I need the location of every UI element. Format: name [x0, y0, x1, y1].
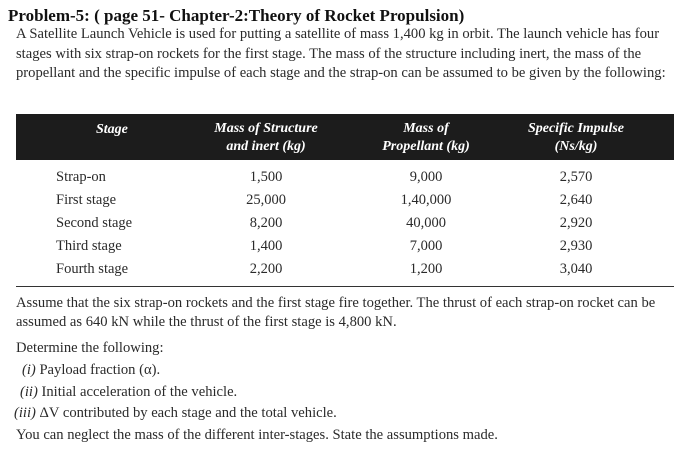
question-item-3 — [14, 404, 337, 423]
table-row — [16, 189, 674, 212]
header-structure-mass: Mass of Structure and inert (kg) — [214, 121, 318, 154]
header-specific-impulse: Specific Impulse (Ns/kg) — [527, 121, 625, 154]
header-stage: Stage — [96, 122, 128, 137]
cell-structure: 1,400 — [249, 238, 283, 254]
cell-impulse: 2,570 — [559, 169, 593, 185]
cell-propellant: 7,000 — [409, 238, 443, 254]
question-item-1 — [22, 361, 160, 380]
cell-stage: First stage — [56, 192, 117, 208]
cell-stage: Second stage — [56, 215, 133, 231]
cell-impulse: 2,930 — [559, 238, 593, 254]
cell-stage: Strap-on — [56, 169, 106, 185]
table-row — [16, 212, 674, 235]
cell-structure: 1,500 — [249, 169, 283, 185]
item-text: ΔV contributed by each stage and the total vehicle. — [39, 405, 337, 421]
cell-propellant: 40,000 — [406, 215, 446, 231]
table-header — [16, 114, 674, 160]
assumption-paragraph: Assume that the six strap-on rockets and the first stage fire together. The thrust of each strap-on rocket can be assumed as 640 kN while the thrust of the first stage is 4,800 kN. — [16, 295, 656, 330]
item-number: (i) — [22, 362, 36, 378]
cell-propellant: 1,200 — [409, 261, 443, 277]
cell-propellant: 9,000 — [409, 169, 443, 185]
problem-title: Problem-5: ( page 51- Chapter-2:Theory of Rocket Propulsion) — [8, 6, 465, 25]
cell-stage: Fourth stage — [56, 261, 129, 277]
item-number: (ii) — [20, 384, 38, 400]
item-number: (iii) — [14, 405, 36, 421]
problem-intro: A Satellite Launch Vehicle is used for putting a satellite of mass 1,400 kg in orbit. The launch vehicle has four stages with six strap-on rockets for the first stage. The mass of the structure including inert, the mass of the propellant and the specific impulse of each stage and the strap-on can be assumed to be given by the following: — [16, 26, 666, 81]
header-propellant-mass: Mass of Propellant (kg) — [382, 121, 470, 154]
cell-impulse: 2,920 — [559, 215, 593, 231]
cell-impulse: 2,640 — [559, 192, 593, 208]
cell-stage: Third stage — [56, 238, 122, 254]
item-text: Initial acceleration of the vehicle. — [41, 384, 238, 400]
cell-structure: 8,200 — [249, 215, 283, 231]
stage-data-table — [16, 114, 674, 287]
question-item-2 — [20, 383, 237, 402]
item-text: Payload fraction (α). — [39, 362, 161, 378]
closing-note: You can neglect the mass of the different inter-stages. State the assumptions made. — [16, 427, 498, 443]
cell-propellant: 1,40,000 — [400, 192, 452, 208]
table-bottom-rule — [16, 286, 674, 288]
table-row — [16, 166, 674, 189]
determine-heading: Determine the following: — [16, 340, 164, 356]
cell-structure: 25,000 — [246, 192, 286, 208]
cell-impulse: 3,040 — [559, 261, 593, 277]
table-row — [16, 258, 674, 281]
cell-structure: 2,200 — [249, 261, 283, 277]
table-row — [16, 235, 674, 258]
